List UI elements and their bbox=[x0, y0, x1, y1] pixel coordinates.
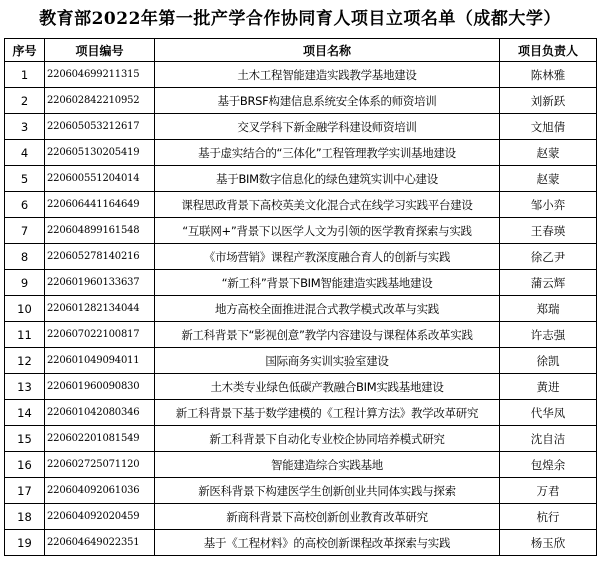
row-code: 220602201081549 bbox=[45, 426, 155, 452]
header-index: 序号 bbox=[5, 39, 45, 62]
row-index: 10 bbox=[5, 296, 45, 322]
table-row bbox=[5, 426, 597, 452]
table-row bbox=[5, 218, 597, 244]
row-person: 包煌余 bbox=[500, 452, 597, 478]
row-code: 220605053212617 bbox=[45, 114, 155, 140]
row-name: 基于《工程材料》的高校创新课程改革探索与实践 bbox=[155, 530, 500, 556]
row-name: 新工科背景下自动化专业校企协同培养模式研究 bbox=[155, 426, 500, 452]
row-person: 许志强 bbox=[500, 322, 597, 348]
row-code: 220601042080346 bbox=[45, 400, 155, 426]
row-code: 220605278140216 bbox=[45, 244, 155, 270]
row-index: 2 bbox=[5, 88, 45, 114]
row-person: 刘新跃 bbox=[500, 88, 597, 114]
row-person: 郑瑞 bbox=[500, 296, 597, 322]
table-row bbox=[5, 88, 597, 114]
row-person: 万君 bbox=[500, 478, 597, 504]
row-person: 沈自洁 bbox=[500, 426, 597, 452]
row-person: 杨玉欣 bbox=[500, 530, 597, 556]
row-code: 220600551204014 bbox=[45, 166, 155, 192]
row-index: 19 bbox=[5, 530, 45, 556]
table-row bbox=[5, 62, 597, 88]
project-table bbox=[4, 38, 597, 556]
row-code: 220601960090830 bbox=[45, 374, 155, 400]
table-row bbox=[5, 530, 597, 556]
row-code: 220604699211315 bbox=[45, 62, 155, 88]
header-code: 项目编号 bbox=[45, 39, 155, 62]
row-code: 220605130205419 bbox=[45, 140, 155, 166]
row-code: 220607022100817 bbox=[45, 322, 155, 348]
row-name: 基于BRSF构建信息系统安全体系的师资培训 bbox=[155, 88, 500, 114]
row-person: 文旭倩 bbox=[500, 114, 597, 140]
row-person: 王春瑛 bbox=[500, 218, 597, 244]
row-index: 4 bbox=[5, 140, 45, 166]
row-code: 220602842210952 bbox=[45, 88, 155, 114]
row-name: 基于虚实结合的“三体化”工程管理教学实训基地建设 bbox=[155, 140, 500, 166]
row-person: 蒲云辉 bbox=[500, 270, 597, 296]
row-name: 新医科背景下构建医学生创新创业共同体实践与探索 bbox=[155, 478, 500, 504]
row-name: “互联网+”背景下以医学人文为引领的医学教育探索与实践 bbox=[155, 218, 500, 244]
row-code: 220604092020459 bbox=[45, 504, 155, 530]
row-index: 5 bbox=[5, 166, 45, 192]
row-name: 地方高校全面推进混合式教学模式改革与实践 bbox=[155, 296, 500, 322]
row-index: 6 bbox=[5, 192, 45, 218]
table-row bbox=[5, 296, 597, 322]
row-name: 新工科背景下“影视创意”教学内容建设与课程体系改革实践 bbox=[155, 322, 500, 348]
row-person: 杭行 bbox=[500, 504, 597, 530]
row-index: 16 bbox=[5, 452, 45, 478]
table-row bbox=[5, 374, 597, 400]
row-name: 新商科背景下高校创新创业教育改革研究 bbox=[155, 504, 500, 530]
table-row bbox=[5, 244, 597, 270]
table-row bbox=[5, 114, 597, 140]
row-index: 11 bbox=[5, 322, 45, 348]
row-person: 邹小弈 bbox=[500, 192, 597, 218]
row-index: 18 bbox=[5, 504, 45, 530]
row-name: 土木工程智能建造实践教学基地建设 bbox=[155, 62, 500, 88]
row-code: 220601282134044 bbox=[45, 296, 155, 322]
row-name: 《市场营销》课程产教深度融合育人的创新与实践 bbox=[155, 244, 500, 270]
row-code: 220601960133637 bbox=[45, 270, 155, 296]
table-row bbox=[5, 322, 597, 348]
row-index: 17 bbox=[5, 478, 45, 504]
row-code: 220601049094011 bbox=[45, 348, 155, 374]
row-index: 12 bbox=[5, 348, 45, 374]
header-person: 项目负责人 bbox=[500, 39, 597, 62]
row-person: 徐乙尹 bbox=[500, 244, 597, 270]
table-row bbox=[5, 504, 597, 530]
row-code: 220604092061036 bbox=[45, 478, 155, 504]
row-person: 黄进 bbox=[500, 374, 597, 400]
row-name: 国际商务实训实验室建设 bbox=[155, 348, 500, 374]
row-index: 15 bbox=[5, 426, 45, 452]
row-name: 新工科背景下基于数学建模的《工程计算方法》教学改革研究 bbox=[155, 400, 500, 426]
row-name: 课程思政背景下高校英美文化混合式在线学习实践平台建设 bbox=[155, 192, 500, 218]
table-row bbox=[5, 348, 597, 374]
table-row bbox=[5, 192, 597, 218]
page-title: 教育部2022年第一批产学合作协同育人项目立项名单（成都大学） bbox=[39, 9, 561, 29]
row-index: 1 bbox=[5, 62, 45, 88]
row-name: 基于BIM数字信息化的绿色建筑实训中心建设 bbox=[155, 166, 500, 192]
table-row bbox=[5, 166, 597, 192]
row-name: 智能建造综合实践基地 bbox=[155, 452, 500, 478]
row-index: 13 bbox=[5, 374, 45, 400]
row-code: 220606441164649 bbox=[45, 192, 155, 218]
row-person: 徐凯 bbox=[500, 348, 597, 374]
table-row bbox=[5, 400, 597, 426]
table-header-row bbox=[5, 39, 597, 62]
row-code: 220604649022351 bbox=[45, 530, 155, 556]
row-code: 220602725071120 bbox=[45, 452, 155, 478]
row-index: 3 bbox=[5, 114, 45, 140]
table-row bbox=[5, 270, 597, 296]
row-person: 代华凤 bbox=[500, 400, 597, 426]
row-name: 土木类专业绿色低碳产教融合BIM实践基地建设 bbox=[155, 374, 500, 400]
header-name: 项目名称 bbox=[155, 39, 500, 62]
row-person: 赵蒙 bbox=[500, 140, 597, 166]
row-code: 220604899161548 bbox=[45, 218, 155, 244]
table-row bbox=[5, 452, 597, 478]
table-row bbox=[5, 140, 597, 166]
row-person: 陈林雅 bbox=[500, 62, 597, 88]
row-index: 9 bbox=[5, 270, 45, 296]
row-index: 7 bbox=[5, 218, 45, 244]
row-index: 14 bbox=[5, 400, 45, 426]
row-name: “新工科”背景下BIM智能建造实践基地建设 bbox=[155, 270, 500, 296]
row-index: 8 bbox=[5, 244, 45, 270]
row-name: 交叉学科下新金融学科建设师资培训 bbox=[155, 114, 500, 140]
row-person: 赵蒙 bbox=[500, 166, 597, 192]
table-row bbox=[5, 478, 597, 504]
